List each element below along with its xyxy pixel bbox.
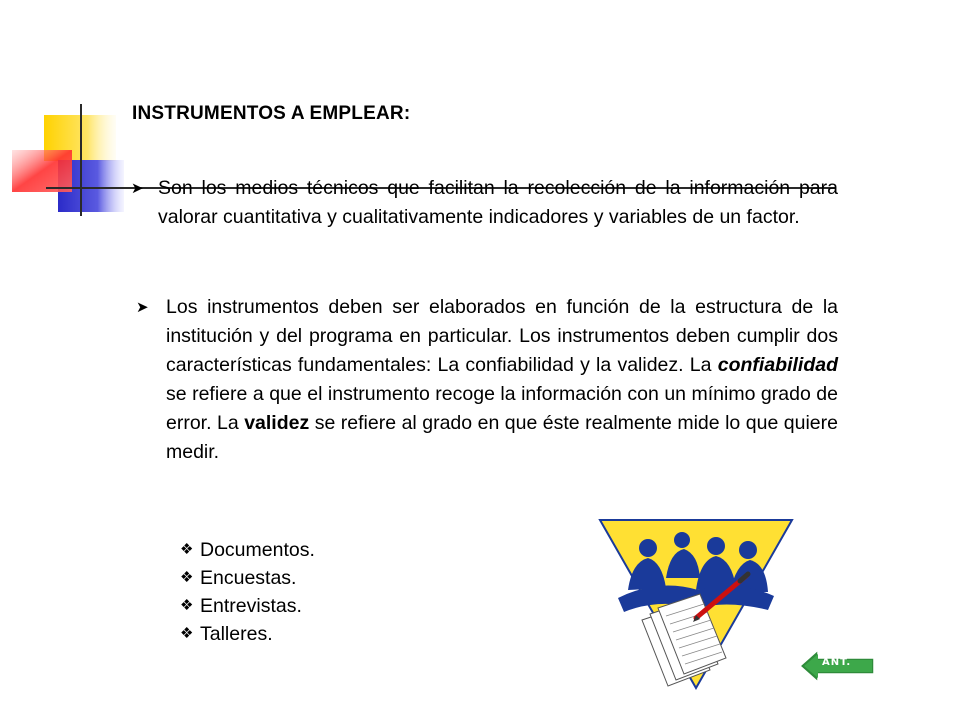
diamond-bullet-icon: ❖ xyxy=(180,541,194,558)
list-item: ❖ Entrevistas. xyxy=(180,592,315,620)
diamond-bullet-icon: ❖ xyxy=(180,625,194,642)
diamond-bullet-icon: ❖ xyxy=(180,597,194,614)
list-item: ❖ Documentos. xyxy=(180,536,315,564)
paragraph-definition xyxy=(131,174,838,232)
arrow-bullet-icon: ➤ xyxy=(136,299,149,316)
back-button-label: ANT. xyxy=(822,657,852,668)
slide-title: INSTRUMENTOS A EMPLEAR: xyxy=(132,103,411,124)
paragraph-instruments-text: Los instrumentos deben ser elaborados en función de la estructura de la institución y del programa en particular. Los instrumentos deben cumplir dos características fundamentales: La confiabilidad y la validez. La xyxy=(166,296,838,376)
list-item: ❖ Encuestas. xyxy=(180,564,315,592)
paragraph-instruments-text-2: se refiere a que el instrumento recoge la información con un mínimo grado de error. La xyxy=(166,383,838,434)
paragraph-instruments xyxy=(136,293,838,467)
instrument-list xyxy=(180,536,315,648)
diamond-bullet-icon: ❖ xyxy=(180,569,194,586)
meeting-clipart xyxy=(598,518,794,690)
list-item: ❖ Talleres. xyxy=(180,620,315,648)
term-validez: validez xyxy=(244,412,310,434)
term-confiabilidad: confiabilidad xyxy=(717,354,838,376)
arrow-bullet-icon: ➤ xyxy=(131,180,144,197)
paragraph-instruments-text-3: se refiere al grado en que éste realmente mide lo que quiere medir. xyxy=(166,412,838,463)
back-button[interactable] xyxy=(798,648,876,684)
paragraph-definition-text: Son los medios técnicos que facilitan la recolección de la información para valorar cuantitativa y cualitativamente indicadores y variables de un factor. xyxy=(158,177,838,228)
